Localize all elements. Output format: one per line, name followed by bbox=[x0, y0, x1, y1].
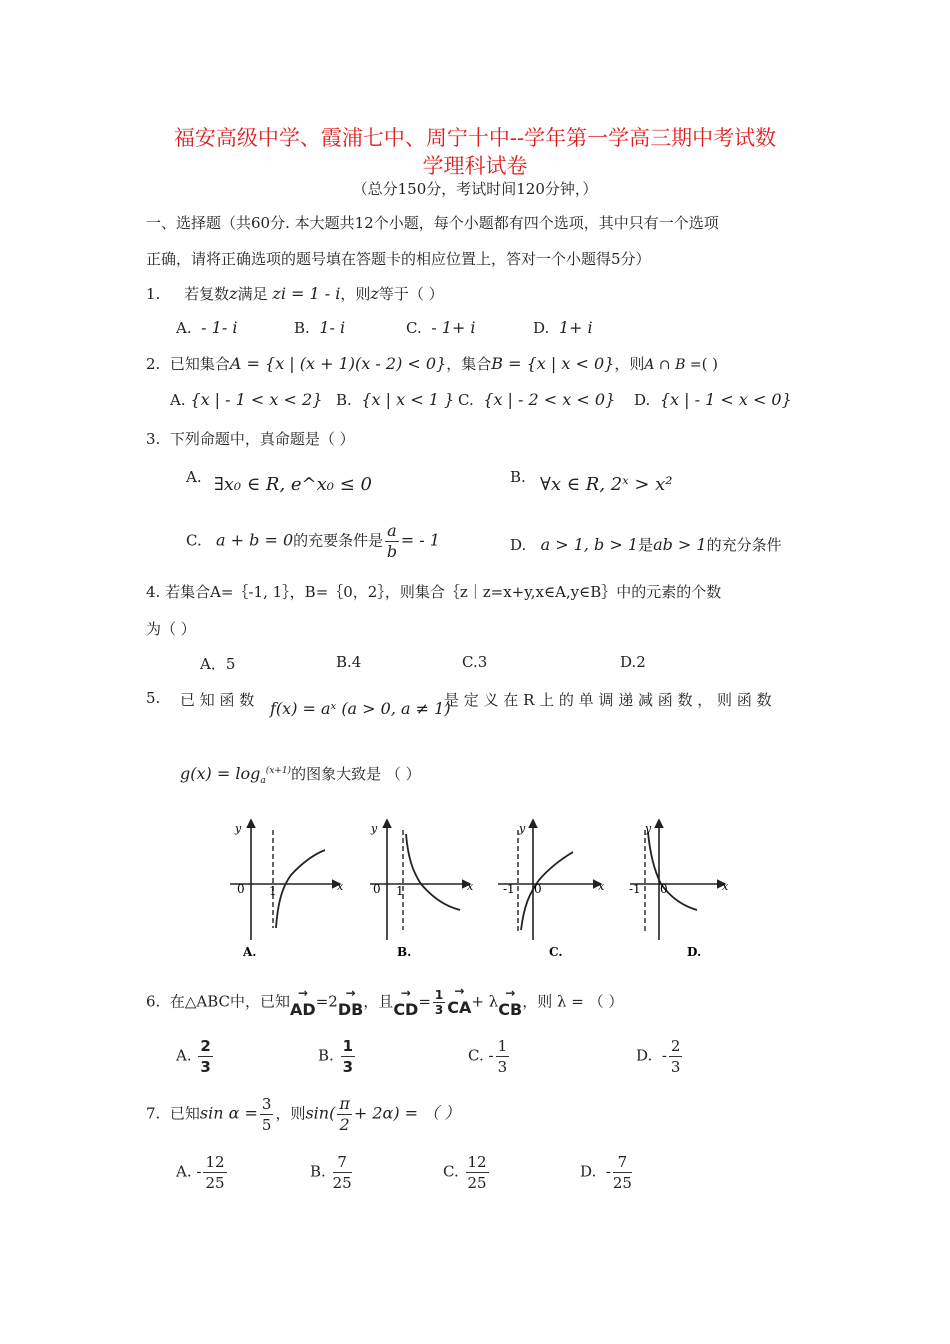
q7-a-num: 12 bbox=[205, 1153, 225, 1171]
q1-d-value: 1+ i bbox=[558, 318, 593, 337]
q1-number: 1. bbox=[146, 285, 161, 303]
q6-vector-ad: → AD bbox=[290, 1000, 316, 1019]
q1-option-c bbox=[406, 318, 476, 337]
q3-c-label: C. bbox=[186, 531, 202, 550]
q7-d-den: 25 bbox=[612, 1174, 632, 1192]
graph-a-caption: A. bbox=[243, 945, 257, 959]
q5-g-function bbox=[180, 763, 421, 786]
q7-sin-alpha: sin α = bbox=[199, 1103, 258, 1123]
q7-frac bbox=[260, 1094, 274, 1135]
q2-option-a bbox=[170, 390, 322, 409]
q2-option-b bbox=[336, 390, 454, 409]
q7-c-den: 25 bbox=[467, 1174, 487, 1192]
q1-c-value: - 1+ i bbox=[431, 318, 476, 337]
subtitle: （总分150分，考试时间120分钟，） bbox=[352, 180, 598, 198]
q7-frac-num: 3 bbox=[261, 1095, 272, 1113]
q6-c-frac bbox=[496, 1036, 510, 1077]
q7-d-num: 7 bbox=[613, 1152, 632, 1173]
q2-set-b: B = {x | x < 0} bbox=[491, 354, 615, 373]
q6-b-frac bbox=[341, 1036, 355, 1077]
graph-b-x-label: x bbox=[467, 880, 474, 893]
q1-option-a bbox=[176, 318, 237, 337]
q7-option-b bbox=[310, 1152, 354, 1193]
graph-d-caption: D. bbox=[687, 945, 702, 959]
q1-b-label: B. bbox=[294, 319, 310, 337]
q2-stem-b: ，集合 bbox=[446, 355, 492, 373]
graph-d-y-label: y bbox=[645, 822, 652, 835]
q2-a-value: {x | - 1 < x < 2} bbox=[190, 390, 323, 409]
q3-b-value: ∀x ∈ R, 2ˣ > x² bbox=[540, 474, 673, 495]
graph-a-y-label: y bbox=[235, 822, 242, 835]
graph-d-curve bbox=[648, 832, 697, 910]
q6-stem-a: 在△ABC中，已知 bbox=[169, 992, 291, 1011]
graph-b-caption: B. bbox=[397, 945, 412, 959]
graph-a-origin: 0 bbox=[237, 882, 245, 896]
q3-d-label: D. bbox=[510, 536, 527, 554]
q3-option-c bbox=[186, 521, 440, 562]
q7-pi-num: π bbox=[339, 1094, 350, 1113]
q7-option-a bbox=[176, 1152, 229, 1193]
q2-number: 2. bbox=[146, 355, 161, 373]
q5-stem-c: 的图象大致是 （ ） bbox=[291, 765, 421, 783]
question-2 bbox=[146, 353, 718, 374]
q6-eq1: =2 bbox=[315, 992, 338, 1011]
q2-d-label: D. bbox=[634, 391, 651, 409]
q6-c-sign: - bbox=[488, 1046, 494, 1065]
q3-d-mid: 是 bbox=[638, 536, 654, 554]
q7-c-num: 12 bbox=[467, 1153, 487, 1171]
q7-b-label: B. bbox=[310, 1162, 326, 1181]
q7-option-d bbox=[580, 1152, 634, 1193]
q6-d-num: 2 bbox=[670, 1037, 681, 1055]
q2-intersection: A ∩ B = bbox=[644, 357, 702, 373]
q7-number: 7. bbox=[146, 1104, 161, 1123]
q3-b-label: B. bbox=[510, 468, 526, 486]
q6-d-frac bbox=[669, 1036, 683, 1077]
q1-z: z bbox=[229, 284, 238, 303]
q7-c-label: C. bbox=[443, 1162, 459, 1181]
graph-a-x-label: x bbox=[337, 880, 344, 893]
graph-a bbox=[230, 820, 344, 959]
q6-vector-cd: → CD bbox=[393, 1000, 418, 1019]
graph-b-tick: 1 bbox=[396, 884, 404, 898]
q6-option-c bbox=[468, 1036, 511, 1077]
q7-frac-den: 5 bbox=[261, 1116, 272, 1134]
q3-d-end: 的充分条件 bbox=[706, 536, 782, 554]
q6-b-den: 3 bbox=[342, 1058, 354, 1076]
q1-equation: zi = 1 - i bbox=[272, 284, 341, 303]
q6-b-label: B. bbox=[318, 1046, 334, 1065]
q1-stem-d: 等于（ ） bbox=[378, 285, 444, 303]
q3-option-d bbox=[510, 534, 782, 555]
graph-b bbox=[370, 820, 474, 959]
q7-pi-frac bbox=[337, 1094, 352, 1135]
q6-c-num: 1 bbox=[497, 1037, 508, 1055]
title-line1: 福安高级中学、霞浦七中、周宁十中--学年第一学高三期中考试数 bbox=[173, 126, 777, 150]
q6-stem-b: ，且 bbox=[363, 992, 394, 1011]
q7-pi-den: 2 bbox=[339, 1115, 350, 1134]
q6-d-sign: - bbox=[661, 1046, 667, 1065]
q4-b-value: 4 bbox=[351, 653, 362, 671]
q6-option-d bbox=[636, 1036, 684, 1077]
q7-option-c bbox=[443, 1152, 491, 1193]
graph-c-caption: C. bbox=[549, 945, 563, 959]
q7-b-den: 25 bbox=[332, 1174, 352, 1192]
q2-stem-c: ，则 bbox=[614, 355, 645, 373]
q4-option-c bbox=[462, 653, 487, 671]
q6-vector-db: → DB bbox=[338, 1000, 363, 1019]
q6-eq2: = bbox=[418, 992, 431, 1011]
q1-b-value: 1- i bbox=[319, 318, 346, 337]
q4-line1: 4. 若集合A=｛-1, 1｝，B=｛0，2｝，则集合｛z｜z=x+y,x∈A,y∈B｝中的元素的个数 bbox=[146, 583, 722, 601]
q6-option-a bbox=[176, 1036, 215, 1077]
q2-option-d bbox=[634, 390, 792, 409]
question-6 bbox=[146, 988, 623, 1019]
q5-function: f(x) = aˣ (a > 0, a ≠ 1) bbox=[270, 699, 451, 718]
q3-stem: 下列命题中，真命题是（ ） bbox=[169, 430, 355, 448]
q3-a-value: ∃x₀ ∈ R, e^x₀ ≤ 0 bbox=[214, 474, 372, 495]
q7-b-num: 7 bbox=[333, 1152, 352, 1173]
q4-line2: 为（ ） bbox=[146, 620, 196, 638]
q3-c-fraction bbox=[385, 521, 399, 562]
graph-c-tick: -1 bbox=[503, 882, 515, 896]
question-7 bbox=[146, 1094, 460, 1135]
q3-c-den: b bbox=[386, 542, 398, 561]
q2-a-label: A. bbox=[170, 391, 186, 409]
q7-expr-b: + 2α) = （ ） bbox=[353, 1103, 461, 1123]
q6-a-den: 3 bbox=[200, 1058, 211, 1076]
q4-a-label: A． bbox=[200, 655, 226, 673]
q2-b-label: B. bbox=[336, 391, 352, 409]
q3-a-label: A. bbox=[186, 468, 202, 486]
q6-vector-cb: → CB bbox=[498, 1000, 522, 1019]
q1-stem-a: 若复数 bbox=[184, 285, 230, 303]
graph-d bbox=[629, 820, 729, 959]
section-intro-line2: 正确，请将正确选项的题号填在答题卡的相应位置上，答对一个小题得5分） bbox=[146, 250, 651, 268]
q4-d-value: 2 bbox=[636, 653, 646, 671]
q7-d-sign: - bbox=[605, 1162, 611, 1181]
q6-a-frac bbox=[198, 1036, 212, 1077]
q6-a-num: 2 bbox=[200, 1037, 211, 1055]
q2-stem-d: ( ) bbox=[701, 355, 719, 373]
q7-b-frac bbox=[333, 1152, 352, 1193]
q6-b-num: 1 bbox=[342, 1037, 354, 1055]
q3-d-post: ab > 1 bbox=[653, 535, 707, 554]
graph-d-x-label: x bbox=[722, 880, 729, 893]
q7-a-sign: - bbox=[196, 1162, 202, 1181]
q2-option-c bbox=[458, 390, 615, 409]
graph-a-curve bbox=[276, 850, 325, 928]
q4-option-a bbox=[200, 653, 235, 674]
graph-a-tick: 1 bbox=[269, 884, 277, 898]
q5-graphs bbox=[225, 810, 735, 962]
q6-d-den: 3 bbox=[670, 1058, 681, 1076]
q7-d-label: D. bbox=[580, 1162, 597, 1181]
q5-number: 5. bbox=[146, 689, 161, 707]
graph-c bbox=[498, 820, 605, 959]
q1-c-label: C. bbox=[406, 319, 422, 337]
q4-b-label: B. bbox=[336, 653, 352, 671]
q1-z2: z bbox=[370, 284, 379, 303]
q6-frac-num: 1 bbox=[434, 988, 444, 1002]
q1-d-label: D. bbox=[533, 319, 550, 337]
q6-a-label: A. bbox=[176, 1046, 192, 1065]
q7-c-frac bbox=[466, 1152, 489, 1193]
q1-stem-b: 满足 bbox=[237, 285, 268, 303]
q1-a-label: A. bbox=[176, 319, 192, 337]
q6-c-den: 3 bbox=[497, 1058, 508, 1076]
q3-c-num: a bbox=[387, 521, 397, 540]
q6-d-label: D. bbox=[636, 1046, 653, 1065]
q7-stem-b: ，则 bbox=[275, 1104, 306, 1123]
q6-fraction bbox=[433, 988, 445, 1017]
question-3 bbox=[146, 428, 355, 449]
q4-option-b bbox=[336, 653, 361, 671]
q4-c-value: 3 bbox=[477, 653, 488, 671]
q6-option-b bbox=[318, 1036, 357, 1077]
q7-stem-a: 已知 bbox=[169, 1104, 200, 1123]
q7-expr-a: sin( bbox=[305, 1103, 336, 1123]
q7-a-label: A. bbox=[176, 1162, 192, 1181]
q2-d-value: {x | - 1 < x < 0} bbox=[659, 390, 792, 409]
q6-c-label: C. bbox=[468, 1046, 484, 1065]
q3-c-post: = - 1 bbox=[400, 530, 440, 550]
title-line2: 学理科试卷 bbox=[422, 154, 528, 178]
graph-d-origin: 0 bbox=[660, 882, 668, 896]
q2-set-a: A = {x | (x + 1)(x - 2) < 0} bbox=[229, 354, 447, 373]
graph-c-y-label: y bbox=[519, 822, 526, 835]
q5-g-sub: a bbox=[260, 776, 266, 786]
q3-c-pre: a + b = 0 bbox=[216, 530, 294, 550]
graph-b-y-label: y bbox=[371, 822, 378, 835]
q6-stem-c: ，则 λ = （ ） bbox=[522, 992, 624, 1011]
q4-option-d bbox=[620, 653, 646, 671]
graph-c-curve bbox=[521, 852, 573, 930]
q3-d-pre: a > 1, b > 1 bbox=[540, 535, 639, 554]
q1-stem-c: ，则 bbox=[340, 285, 371, 303]
q2-c-label: C. bbox=[458, 391, 474, 409]
section-intro-line1: 一、选择题（共60分. 本大题共12个小题，每个小题都有四个选项，其中只有一个选项 bbox=[146, 214, 719, 232]
q2-b-value: {x | x < 1 } bbox=[361, 390, 455, 409]
q7-a-den: 25 bbox=[205, 1174, 225, 1192]
q1-a-value: - 1- i bbox=[201, 318, 238, 337]
q3-c-mid: 的充要条件是 bbox=[293, 531, 384, 550]
q1-option-d bbox=[533, 318, 593, 337]
q7-d-frac bbox=[613, 1152, 632, 1193]
q6-plus-lambda: + λ bbox=[471, 992, 499, 1011]
graph-c-origin: 0 bbox=[534, 882, 542, 896]
q4-d-label: D. bbox=[620, 653, 637, 671]
graph-c-x-label: x bbox=[598, 880, 605, 893]
q4-c-label: C. bbox=[462, 653, 478, 671]
q3-number: 3. bbox=[146, 430, 161, 448]
question-1 bbox=[146, 283, 444, 304]
q1-option-b bbox=[294, 318, 345, 337]
q6-number: 6. bbox=[146, 992, 161, 1011]
graph-d-tick: -1 bbox=[629, 882, 641, 896]
q5-stem-b: 是 定 义 在 R 上 的 单 调 递 减 函 数 ， 则 函 数 bbox=[444, 691, 772, 709]
q6-frac-den: 3 bbox=[434, 1003, 444, 1017]
q2-c-value: {x | - 2 < x < 0} bbox=[483, 390, 616, 409]
graph-b-curve bbox=[406, 834, 460, 910]
graph-b-origin: 0 bbox=[373, 882, 381, 896]
q2-stem-a: 已知集合 bbox=[169, 355, 230, 373]
q5-stem-a: 已 知 函 数 bbox=[180, 691, 255, 709]
q5-g-log: g(x) = log bbox=[180, 764, 261, 783]
q5-g-sup: (x+1) bbox=[265, 766, 292, 776]
q6-vector-ca: → CA bbox=[447, 998, 471, 1017]
q4-a-value: 5 bbox=[225, 655, 236, 673]
q7-a-frac bbox=[203, 1152, 226, 1193]
